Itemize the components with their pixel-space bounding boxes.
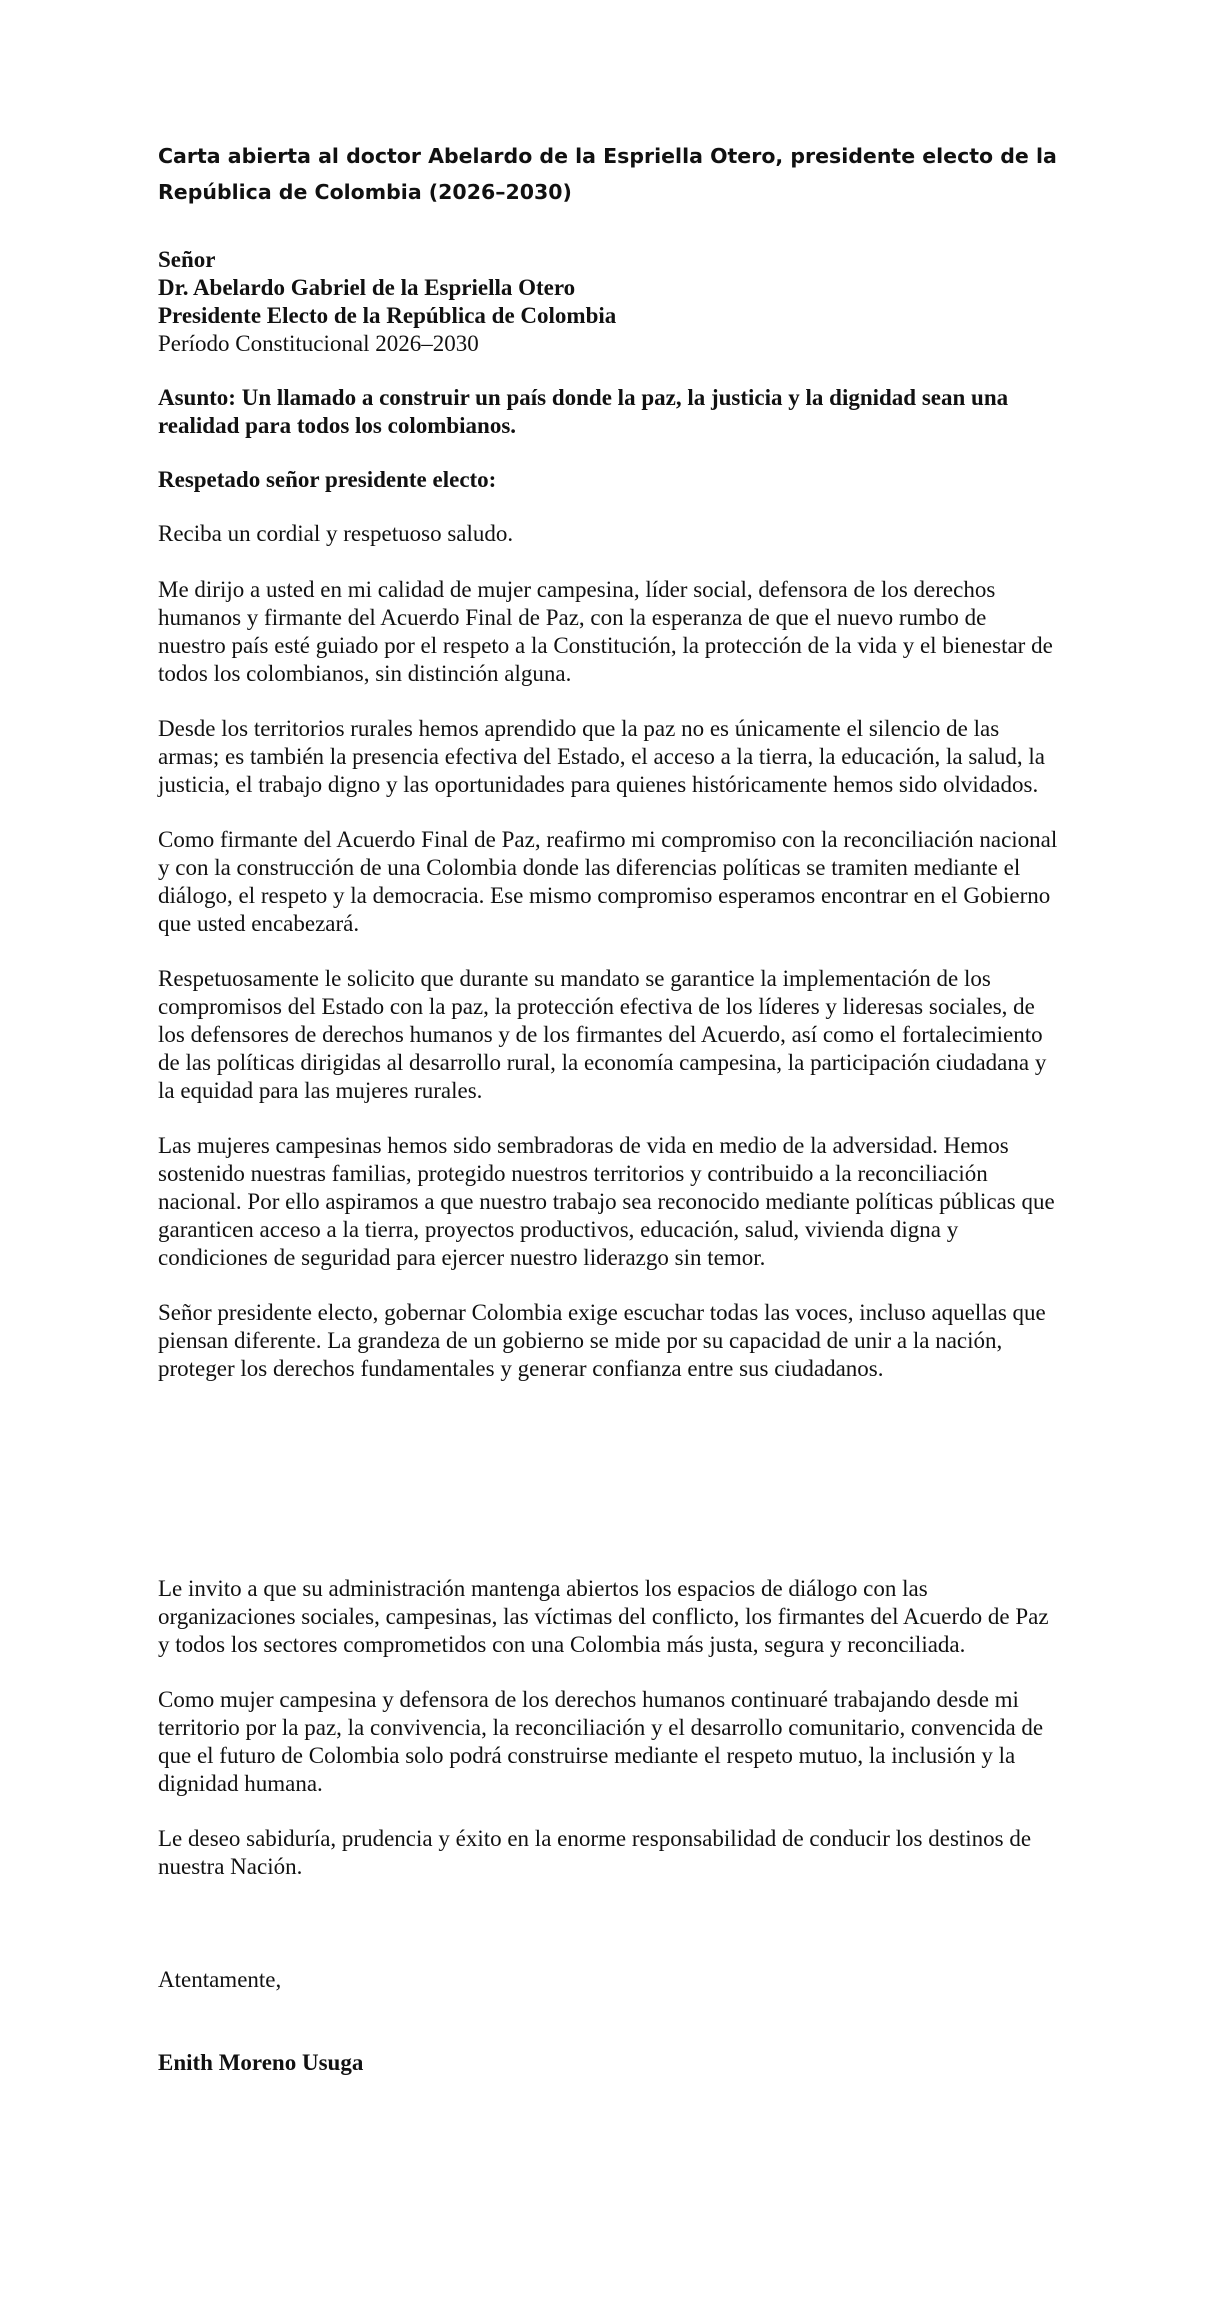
letter-title: Carta abierta al doctor Abelardo de la Espriella Otero, presidente electo de la República de Colombia (2026–2030) xyxy=(158,144,1057,204)
body-paragraph: Desde los territorios rurales hemos aprendido que la paz no es únicamente el silencio de las armas; es también la presencia efectiva del Estado, el acceso a la tierra, la educación, la salud, la justicia, el trabajo digno y las oportunidades para quienes históricamente hemos sido olvidados. xyxy=(158,716,1045,797)
body-paragraph: Las mujeres campesinas hemos sido sembradoras de vida en medio de la adversidad. Hemos sostenido nuestras familias, protegido nuestros territorios y contribuido a la reconciliación nacional. Por ello aspiramos a que nuestro trabajo sea reconocido mediante políticas públicas que garanticen acceso a la tierra, proyectos productivos, educación, salud, vivienda digna y condiciones de seguridad para ejercer nuestro liderazgo sin temor. xyxy=(158,1133,1055,1270)
recipient-position: Presidente Electo de la República de Colombia xyxy=(158,303,617,328)
recipient-salutation: Señor xyxy=(158,247,216,272)
recipient-period: Período Constitucional 2026–2030 xyxy=(158,331,479,356)
body-paragraph: Respetuosamente le solicito que durante su mandato se garantice la implementación de los compromisos del Estado con la paz, la protección efectiva de los líderes y lideresas sociales, de los defensores de derechos humanos y de los firmantes del Acuerdo, así como el fortalecimiento de las políticas dirigidas al desarrollo rural, la economía campesina, la participación ciudadana y la equidad para las mujeres rurales. xyxy=(158,966,1047,1103)
letter-subject: Asunto: Un llamado a construir un país donde la paz, la justicia y la dignidad sean una realidad para todos los colombianos. xyxy=(158,385,1009,438)
letter-greeting: Respetado señor presidente electo: xyxy=(158,467,497,492)
body-paragraph: Me dirijo a usted en mi calidad de mujer campesina, líder social, defensora de los derechos humanos y firmante del Acuerdo Final de Paz, con la esperanza de que el nuevo rumbo de nuestro país esté guiado por el respeto a la Constitución, la protección de la vida y el bienestar de todos los colombianos, sin distinción alguna. xyxy=(158,577,1053,686)
recipient-block xyxy=(158,246,1058,358)
body-paragraph: Le invito a que su administración mantenga abiertos los espacios de diálogo con las organizaciones sociales, campesinas, las víctimas del conflicto, los firmantes del Acuerdo de Paz y todos los sectores comprometidos con una Colombia más justa, segura y reconciliada. xyxy=(158,1576,1049,1657)
body-paragraph: Le deseo sabiduría, prudencia y éxito en la enorme responsabilidad de conducir los destinos de nuestra Nación. xyxy=(158,1826,1032,1879)
recipient-name: Dr. Abelardo Gabriel de la Espriella Otero xyxy=(158,275,576,300)
letter-signature: Enith Moreno Usuga xyxy=(158,2050,364,2075)
body-paragraph: Como firmante del Acuerdo Final de Paz, reafirmo mi compromiso con la reconciliación nacional y con la construcción de una Colombia donde las diferencias políticas se tramiten mediante el diálogo, el respeto y la democracia. Ese mismo compromiso esperamos encontrar en el Gobierno que usted encabezará. xyxy=(158,827,1058,936)
letter xyxy=(158,138,1058,2077)
body-paragraph: Como mujer campesina y defensora de los derechos humanos continuaré trabajando desde mi territorio por la paz, la convivencia, la reconciliación y el desarrollo comunitario, convencida de que el futuro de Colombia solo podrá construirse mediante el respeto mutuo, la inclusión y la dignidad humana. xyxy=(158,1687,1044,1796)
body-paragraph: Señor presidente electo, gobernar Colombia exige escuchar todas las voces, incluso aquellas que piensan diferente. La grandeza de un gobierno se mide por su capacidad de unir a la nación, proteger los derechos fundamentales y generar confianza entre sus ciudadanos. xyxy=(158,1300,1046,1381)
letter-closing: Atentamente, xyxy=(158,1967,282,1992)
letter-salutation: Reciba un cordial y respetuoso saludo. xyxy=(158,521,514,546)
